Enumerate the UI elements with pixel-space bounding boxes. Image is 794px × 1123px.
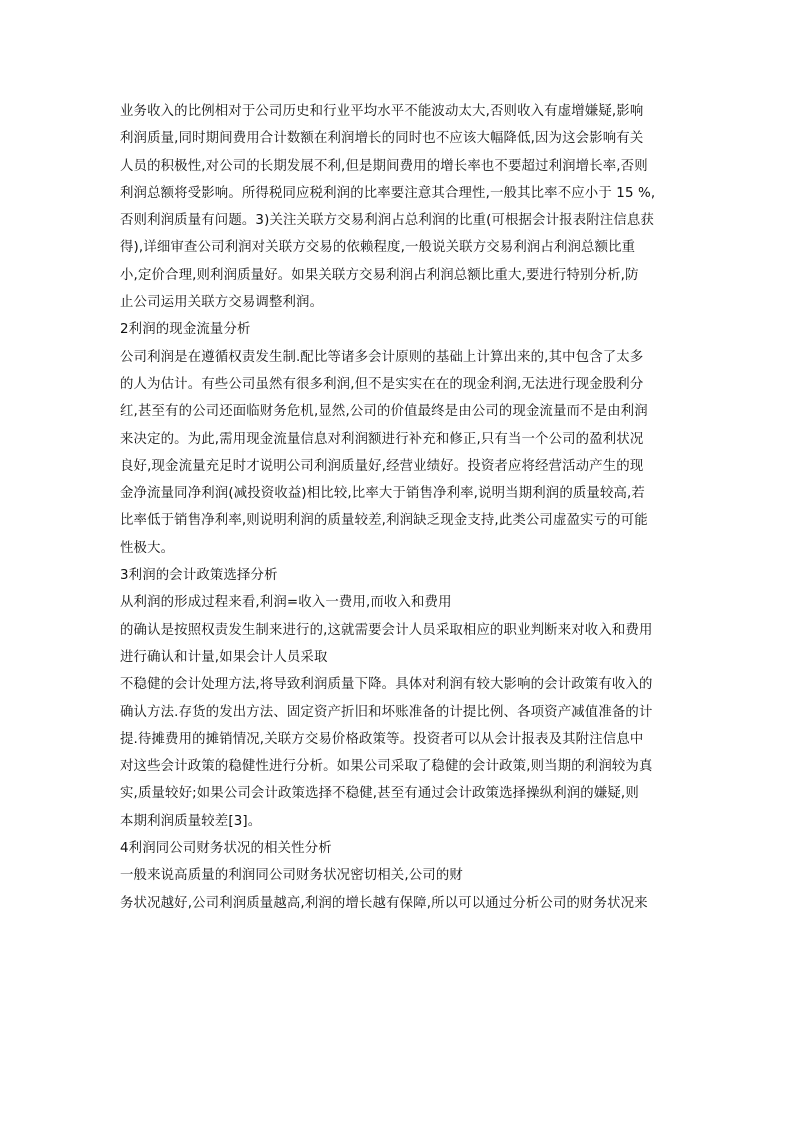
text-line: 利润质量,同时期间费用合计数额在利润增长的同时也不应该大幅降低,因为这会影响有关 [120, 131, 644, 147]
text-line: 性极大。 [120, 540, 175, 556]
text-line: 比率低于销售净利率,则说明利润的质量较差,利润缺乏现金支持,此类公司虚盈实亏的可能 [120, 513, 648, 529]
text-line: 得),详细审查公司利润对关联方交易的依赖程度,一般说关联方交易利润占利润总额比重 [120, 240, 636, 256]
text-line: 的人为估计。有些公司虽然有很多利润,但不是实实在在的现金利润,无法进行现金股利分 [120, 376, 644, 392]
text-line: 从利润的形成过程来看,利润=收入一费用,而收入和费用 [120, 595, 452, 611]
text-line: 公司利润是在遵循权责发生制.配比等诸多会计原则的基础上计算出来的,其中包含了太多 [120, 349, 644, 365]
text-line: 业务收入的比例相对于公司历史和行业平均水平不能波动太大,否则收入有虚增嫌疑,影响 [120, 104, 644, 119]
text-line: 一般来说高质量的利润同公司财务状况密切相关,公司的财 [120, 868, 463, 884]
text-line: 利润总额将受影响。所得税同应税利润的比率要注意其合理性,一般其比率不应小于 15 %, [120, 185, 656, 201]
text-line: 务状况越好,公司利润质量越高,利润的增长越有保障,所以可以通过分析公司的财务状况来 [120, 895, 648, 911]
section-heading: 3利润的会计政策选择分析 [120, 568, 278, 584]
text-line: 来决定的。为此,需用现金流量信息对利润额进行补充和修正,只有当一个公司的盈利状况 [120, 431, 644, 447]
text-line: 实,质量较好;如果公司会计政策选择不稳健,甚至有通过会计政策选择操纵利润的嫌疑,则 [120, 786, 639, 802]
text-line: 进行确认和计量,如果会计人员采取 [120, 649, 328, 665]
text-line: 提.待摊费用的摊销情况,关联方交易价格政策等。投资者可以从会计报表及其附注信息中 [120, 731, 644, 747]
text-line: 良好,现金流量充足时才说明公司利润质量好,经营业绩好。投资者应将经营活动产生的现 [120, 458, 644, 474]
document-body [120, 98, 680, 917]
section-heading: 4利润同公司财务状况的相关性分析 [120, 841, 332, 857]
text-line: 否则利润质量有问题。3)关注关联方交易利润占总利润的比重(可根据会计报表附注信息获 [120, 213, 654, 229]
text-line: 金净流量同净利润(减投资收益)相比较,比率大于销售净利率,说明当期利润的质量较高,若 [120, 486, 645, 502]
text-line: 确认方法.存货的发出方法、固定资产折旧和坏账准备的计提比例、各项资产减值准备的计 [120, 704, 653, 720]
text-line: 红,甚至有的公司还面临财务危机,显然,公司的价值最终是由公司的现金流量而不是由利润 [120, 404, 648, 420]
text-line: 止公司运用关联方交易调整利润。 [120, 295, 324, 311]
text-line: 不稳健的会计处理方法,将导致利润质量下降。具体对利润有较大影响的会计政策有收入的 [120, 677, 653, 693]
section-heading: 2利润的现金流量分析 [120, 322, 251, 338]
text-line: 本期利润质量较差[3]。 [120, 813, 262, 829]
text-line: 对这些会计政策的稳健性进行分析。如果公司采取了稳健的会计政策,则当期的利润较为真 [120, 759, 653, 775]
text-line: 小,定价合理,则利润质量好。如果关联方交易利润占利润总额比重大,要进行特别分析,防 [120, 267, 639, 283]
text-line: 人员的积极性,对公司的长期发展不利,但是期间费用的增长率也不要超过利润增长率,否则 [120, 158, 648, 174]
text-line: 的确认是按照权责发生制来进行的,这就需要会计人员采取相应的职业判断来对收入和费用 [120, 622, 653, 638]
